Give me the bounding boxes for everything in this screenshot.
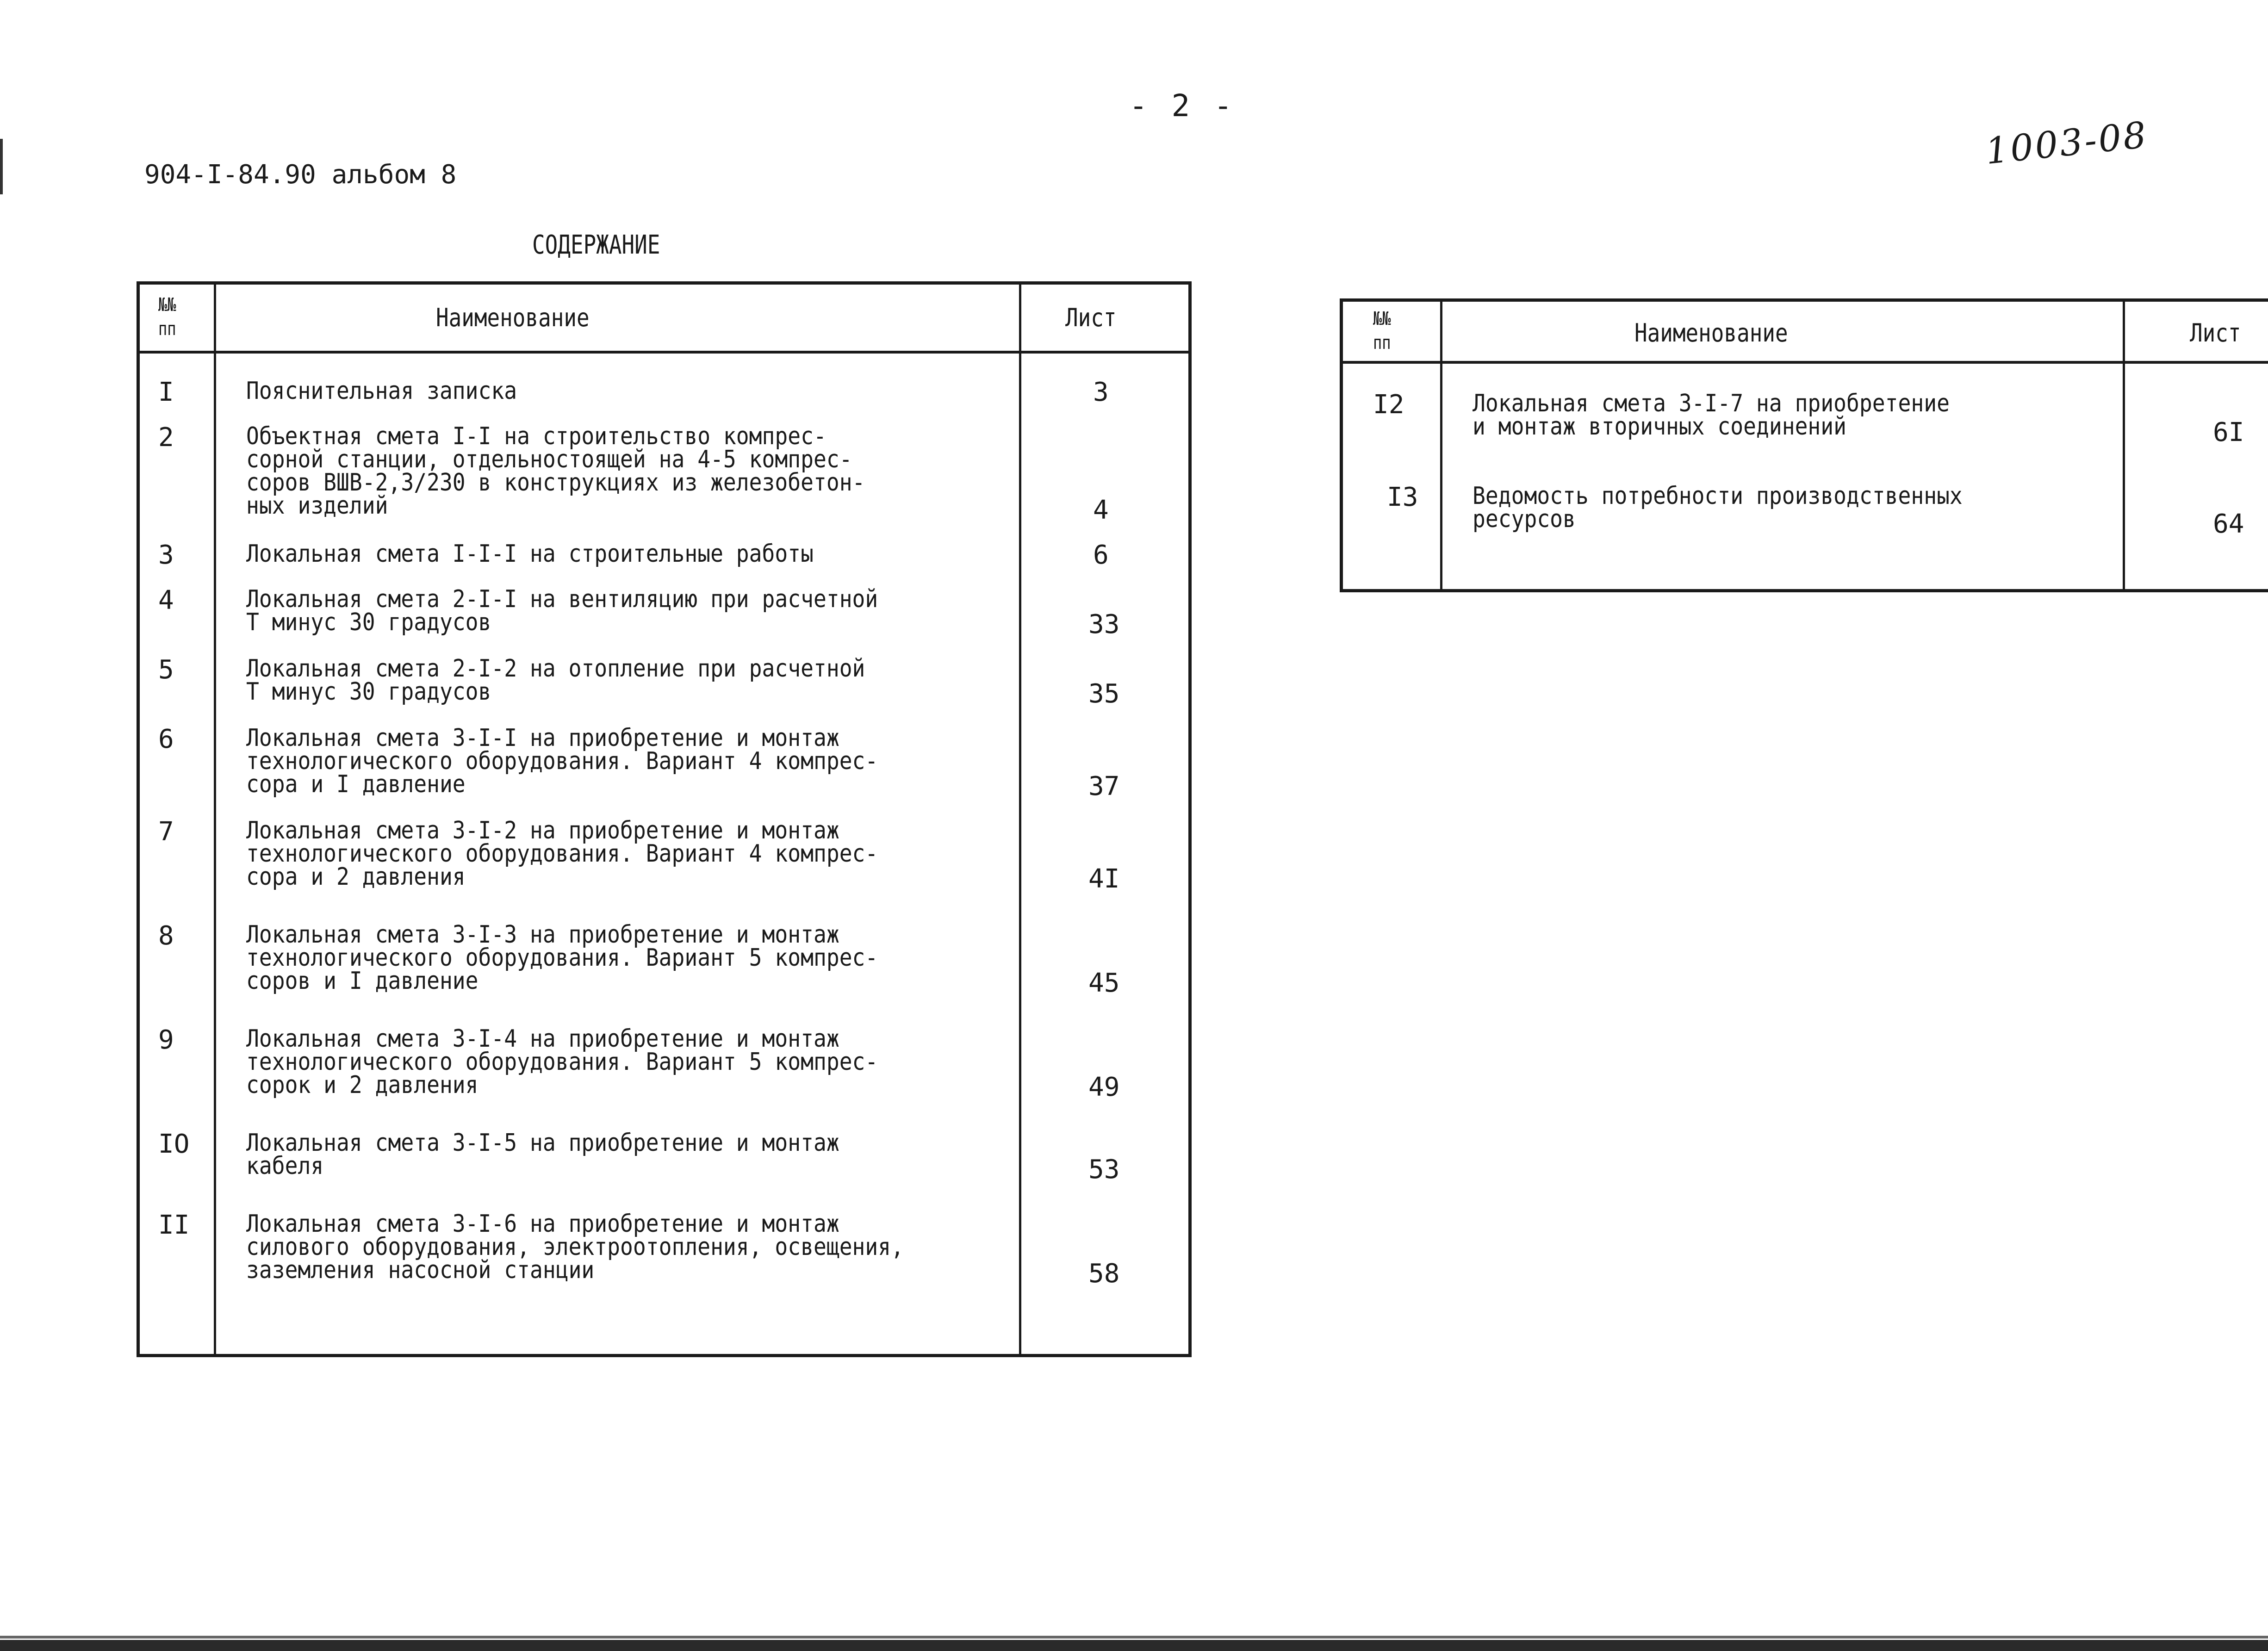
column-divider [214, 285, 216, 1354]
row-name: Локальная смета 3-I-2 на приобретение и монтаж технологического оборудования. Вариант 4 компрес- сора и 2 давления [246, 817, 878, 891]
header-num-top: №№ [158, 294, 176, 316]
page-number: - 2 - [1129, 88, 1235, 124]
row-name: Локальная смета 3-I-I на приобретение и монтаж технологического оборудования. Вариант 4 компрес- сора и I давление [246, 724, 878, 798]
column-divider [1019, 285, 1021, 1354]
row-number: I [158, 377, 174, 407]
row-name: Локальная смета 2-I-2 на отопление при расчетной Т минус 30 градусов [246, 655, 865, 706]
row-sheet: 35 [1088, 679, 1120, 709]
scan-edge-mark [0, 139, 3, 194]
handwritten-code: 1003-08 [1983, 114, 2150, 173]
row-sheet: 4I [1088, 864, 1120, 894]
row-number: 6 [158, 724, 174, 754]
row-sheet: 49 [1088, 1072, 1120, 1102]
toc-table-right [1340, 298, 2268, 592]
column-divider [1440, 302, 1442, 589]
row-name: Локальная смета 3-I-5 на приобретение и монтаж кабеля [246, 1129, 839, 1180]
row-number: 5 [158, 655, 174, 685]
row-sheet: 45 [1088, 968, 1120, 998]
header-name: Наименование [1634, 318, 1788, 348]
toc-table-left [137, 281, 1192, 1357]
row-name: Объектная смета I-I на строительство компрес- сорной станции, отдельностоящей на 4-5 компрес- соров ВШВ-2,3/230 в конструкциях из железобетон- ных изделий [246, 422, 865, 520]
header-num-bottom: пп [1373, 332, 1391, 354]
header-num-top: №№ [1373, 308, 1391, 329]
row-sheet: 33 [1088, 609, 1120, 639]
row-name: Локальная смета 3-I-4 на приобретение и монтаж технологического оборудования. Вариант 5 компрес- сорок и 2 давления [246, 1025, 878, 1099]
page-title: СОДЕРЖАНИЕ [532, 230, 660, 260]
header-divider [1343, 361, 2268, 364]
row-name: Локальная смета 3-I-6 на приобретение и монтаж силового оборудования, электроотопления, освещения, заземления насосной станции [246, 1210, 904, 1284]
row-name: Локальная смета I-I-I на строительные работы [246, 540, 814, 568]
row-name: Локальная смета 3-I-3 на приобретение и монтаж технологического оборудования. Вариант 5 компрес- соров и I давление [246, 921, 878, 995]
header-sheet: Лист [1065, 303, 1117, 332]
row-sheet: 3 [1093, 377, 1109, 407]
row-number: IO [158, 1129, 190, 1159]
header-num-bottom: пп [158, 318, 176, 340]
row-sheet: 37 [1088, 771, 1120, 801]
row-sheet: 6I [2213, 417, 2244, 447]
column-divider [2123, 302, 2125, 589]
row-number: I3 [1387, 482, 1418, 512]
row-number: 4 [158, 585, 174, 615]
row-sheet: 53 [1088, 1154, 1120, 1185]
row-number: 9 [158, 1025, 174, 1055]
scan-bottom-edge [0, 1636, 2268, 1639]
row-name: Локальная смета 3-I-7 на приобретение и монтаж вторичных соединений [1473, 390, 1950, 441]
header-sheet: Лист [2190, 318, 2241, 348]
header-divider [140, 351, 1188, 354]
row-name: Ведомость потребности производственных ресурсов [1473, 482, 1963, 533]
row-name: Локальная смета 2-I-I на вентиляцию при расчетной Т минус 30 градусов [246, 585, 878, 636]
row-number: I2 [1373, 390, 1404, 420]
row-number: II [158, 1210, 190, 1240]
row-sheet: 64 [2213, 509, 2244, 539]
row-name: Пояснительная записка [246, 377, 517, 405]
row-number: 8 [158, 921, 174, 951]
row-number: 3 [158, 540, 174, 570]
document-code: 904-I-84.90 альбом 8 [144, 160, 457, 190]
row-sheet: 6 [1093, 540, 1109, 570]
scan-bottom-edge [0, 1640, 2268, 1651]
row-sheet: 58 [1088, 1259, 1120, 1289]
row-sheet: 4 [1093, 495, 1109, 525]
row-number: 7 [158, 817, 174, 847]
header-name: Наименование [436, 303, 590, 332]
row-number: 2 [158, 422, 174, 453]
